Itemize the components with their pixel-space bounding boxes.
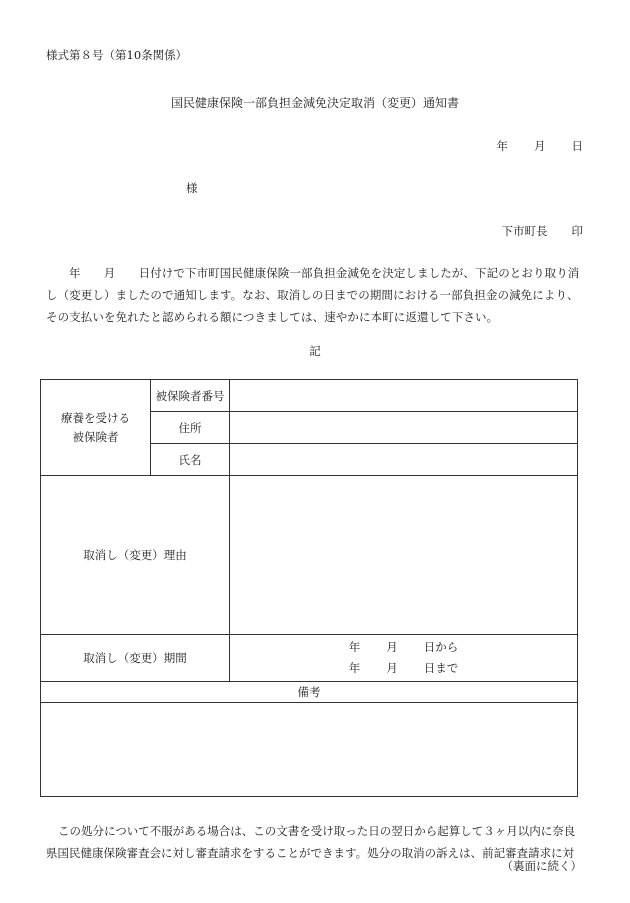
appeal-notice: この処分について不服がある場合は、この文書を受け取った日の翌日から起算して３ヶ月以内に奈良県国民健康保険審査会に対し審査請求をすることができます。処分の取消の訴えは、前記審査請求に対 — [46, 824, 576, 860]
period-row — [41, 635, 578, 682]
remarks-label: 備考 — [41, 682, 578, 703]
issuer-line — [502, 223, 584, 239]
address-field[interactable] — [230, 412, 578, 444]
insured-group-label — [41, 380, 151, 476]
period-to: 年 月 日まで — [348, 661, 459, 675]
remarks-row — [41, 703, 578, 797]
period-from: 年 月 日から — [348, 640, 459, 654]
date-year: 年 — [496, 139, 508, 153]
issue-date — [497, 138, 584, 154]
recipient-suffix: 様 — [186, 181, 198, 195]
period-field[interactable] — [230, 635, 578, 682]
notice-body: 年 月 日付けで下市町国民健康保険一部負担金減免を決定しましたが、下記のとおり取り消し（変更し）ましたので通知します。なお、取消しの日までの期間における一部負担金の減免により、その支払いを免れたと認められる額につきましては、速やかに本町に返還して下さい。 — [46, 266, 580, 324]
remarks-field[interactable] — [41, 703, 578, 797]
name-field[interactable] — [230, 444, 578, 476]
insured-number-label: 被保険者番号 — [151, 380, 230, 412]
insured-group-line2: 被保険者 — [72, 429, 119, 444]
date-month: 月 — [534, 139, 546, 153]
reason-row — [41, 476, 578, 635]
date-day: 日 — [571, 139, 583, 153]
insured-number-row — [41, 380, 578, 412]
period-label: 取消し（変更）期間 — [41, 635, 230, 682]
reason-field[interactable] — [230, 476, 578, 635]
document-title: 国民健康保険一部負担金減免決定取消（変更）通知書 — [170, 96, 459, 110]
notice-table — [40, 379, 578, 797]
reason-label: 取消し（変更）理由 — [41, 476, 230, 635]
continued-note: （裏面に続く） — [501, 859, 582, 873]
insured-number-field[interactable] — [230, 380, 578, 412]
remarks-header-row — [41, 682, 578, 703]
form-number: 様式第８号（第10条関係） — [46, 48, 188, 62]
name-label: 氏名 — [151, 444, 230, 476]
issuer-name: 下市町長 — [501, 224, 548, 238]
address-label: 住所 — [151, 412, 230, 444]
seal-mark: 印 — [571, 224, 583, 238]
ki-heading: 記 — [309, 344, 321, 358]
insured-group-line1: 療養を受ける — [61, 410, 130, 425]
